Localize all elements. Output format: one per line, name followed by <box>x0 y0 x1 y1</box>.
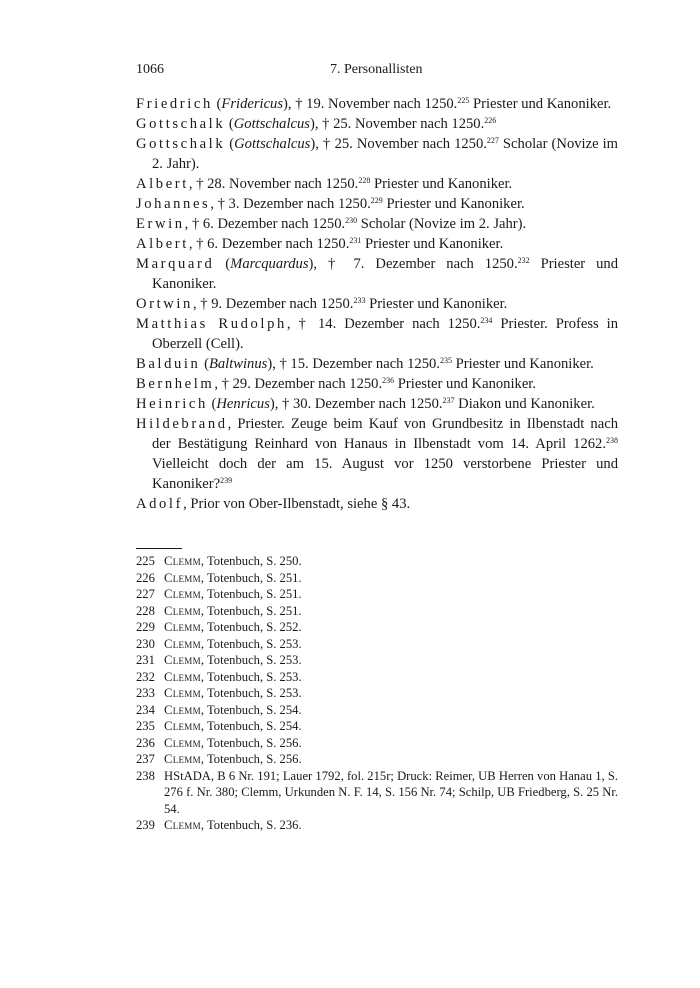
footnote <box>136 702 618 719</box>
person-entry <box>136 394 618 414</box>
paren-open: ( <box>225 136 235 152</box>
author-name: Clemm <box>164 603 201 618</box>
footnote <box>136 669 618 686</box>
footnote-ref: 231 <box>349 236 362 245</box>
citation: , Totenbuch, S. 254. <box>200 702 302 717</box>
person-entry <box>136 134 618 174</box>
footnote-text <box>164 718 618 735</box>
footnote-ref: 236 <box>382 376 395 385</box>
person-name: Erwin <box>136 216 185 232</box>
entry-tail: Priester und Kanoniker. <box>469 96 612 112</box>
footnote <box>136 685 618 702</box>
author-name: Clemm <box>164 669 201 684</box>
person-entry <box>136 354 618 374</box>
entry-text: ), † 19. November nach 1250. <box>283 96 458 112</box>
citation: , Totenbuch, S. 256. <box>200 735 302 750</box>
footnote-ref: 233 <box>353 296 366 305</box>
person-name: Gottschalk <box>136 136 226 152</box>
person-name: Albert <box>136 176 189 192</box>
author-name: Clemm <box>164 719 201 733</box>
footnote-number: 234 <box>136 702 155 717</box>
entry-list <box>136 94 618 514</box>
author-name: Clemm <box>164 554 201 568</box>
footnote <box>136 603 618 620</box>
entry-text: ), † 7. Dezember nach 1250. <box>308 256 518 272</box>
author-name: Clemm <box>164 686 201 700</box>
entry-tail: Scholar (Novize im 2. Jahr). <box>357 216 527 232</box>
author-name: Clemm <box>164 735 201 750</box>
footnote-ref: 225 <box>457 96 470 105</box>
footnote <box>136 768 618 818</box>
citation: , Totenbuch, S. 251. <box>200 570 302 585</box>
entry-tail: Priester. Profess in Oberzell (Cell). <box>152 316 618 352</box>
citation: , Totenbuch, S. 253. <box>200 686 302 700</box>
person-name: Friedrich <box>136 96 213 112</box>
entry-text: ), † 25. November nach 1250. <box>310 136 487 152</box>
footnote <box>136 652 618 669</box>
footnote-text <box>164 751 618 768</box>
footnote-ref: 227 <box>486 136 499 145</box>
author-name: Clemm <box>164 570 201 585</box>
latin-name: Henricus <box>216 396 270 412</box>
entry-tail: Priester und Kanoniker. <box>361 236 504 252</box>
citation: , Totenbuch, S. 251. <box>200 587 302 601</box>
entry-tail: Priester und Kanoniker. <box>152 256 618 292</box>
paren-open: ( <box>207 396 217 412</box>
citation: , Totenbuch, S. 256. <box>200 752 302 766</box>
author-name: Clemm <box>164 620 201 634</box>
entry-tail: Priester und Kanoniker. <box>394 376 536 392</box>
citation: , Totenbuch, S. 250. <box>200 554 302 568</box>
footnote-ref: 229 <box>370 196 383 205</box>
entry-tail: Vielleicht doch der am 15. August vor 1250 verstorbene Priester und Kanoniker? <box>152 456 618 492</box>
footnote-number: 239 <box>136 818 155 832</box>
entry-text: ), † 15. Dezember nach 1250. <box>267 356 440 372</box>
footnote <box>136 751 618 768</box>
person-entry <box>136 114 618 134</box>
paren-open: ( <box>212 96 222 112</box>
entry-text: , Prior von Ober-Ilbenstadt, siehe § 43. <box>183 496 411 512</box>
footnote-separator <box>136 548 182 549</box>
footnote-number: 229 <box>136 620 155 634</box>
entry-text: , † 14. Dezember nach 1250. <box>286 316 481 332</box>
person-entry <box>136 194 618 214</box>
author-name: Clemm <box>164 636 201 651</box>
footnote-text <box>164 603 618 620</box>
footnote-ref: 228 <box>358 176 371 185</box>
person-entry <box>136 294 618 314</box>
footnote <box>136 735 618 752</box>
footnote-number: 226 <box>136 570 155 585</box>
footnote-ref: 238 <box>606 436 618 445</box>
entry-tail: Priester und Kanoniker. <box>365 296 508 312</box>
person-name: Marquard <box>136 256 215 272</box>
person-entry <box>136 94 618 114</box>
citation: , Totenbuch, S. 251. <box>200 603 302 618</box>
person-name: Ortwin <box>136 296 193 312</box>
author-name: Clemm <box>164 818 201 832</box>
person-name: Albert <box>136 236 189 252</box>
author-name: Clemm <box>164 653 201 667</box>
citation: HStADA, B 6 Nr. 191; Lauer 1792, fol. 215r; Druck: Reimer, UB Herren von Hanau 1, S. 276 f. Nr. 380; Clemm, Urkunden N. F. 14, S. 156 Nr. 74; Schilp, UB Friedberg, S. 25 Nr. 54. <box>164 768 618 816</box>
person-name: Heinrich <box>136 396 208 412</box>
person-entry <box>136 374 618 394</box>
entry-tail: Diakon und Kanoniker. <box>454 396 595 412</box>
footnote-ref: 230 <box>345 216 358 225</box>
author-name: Clemm <box>164 702 201 717</box>
entry-tail: Scholar (Novize im 2. Jahr). <box>152 136 618 172</box>
latin-name: Fridericus <box>221 96 284 112</box>
chapter-title: 7. Personallisten <box>330 62 423 77</box>
latin-name: Gottschalcus <box>234 136 311 152</box>
citation: , Totenbuch, S. 236. <box>200 818 302 832</box>
footnote-text <box>164 586 618 603</box>
entry-text: , † 9. Dezember nach 1250. <box>192 296 354 312</box>
footnote-ref: 234 <box>480 316 493 325</box>
person-entry <box>136 414 618 494</box>
person-entry <box>136 494 618 514</box>
citation: , Totenbuch, S. 253. <box>200 669 302 684</box>
footnote-text <box>164 817 618 834</box>
footnote-text <box>164 735 618 752</box>
entry-text: , † 29. Dezember nach 1250. <box>214 376 383 392</box>
footnote-number: 232 <box>136 669 155 684</box>
person-entry <box>136 214 618 234</box>
footnote-text <box>164 702 618 719</box>
person-name: Adolf <box>136 496 184 512</box>
footnote-ref: 226 <box>484 116 497 125</box>
entry-tail: Priester und Kanoniker. <box>451 356 594 372</box>
footnote-text <box>164 669 618 686</box>
footnote-ref: 239 <box>220 476 233 485</box>
footnote <box>136 619 618 636</box>
author-name: Clemm <box>164 752 201 766</box>
footnote-ref: 237 <box>442 396 455 405</box>
footnote <box>136 636 618 653</box>
paren-open: ( <box>200 356 209 372</box>
latin-name: Baltwinus <box>208 356 268 372</box>
footnote-text <box>164 636 618 653</box>
footnote-number: 231 <box>136 653 155 667</box>
entry-text: ), † 25. November nach 1250. <box>309 116 485 132</box>
paren-open: ( <box>214 256 231 272</box>
entry-tail: Priester und Kanoniker. <box>370 176 513 192</box>
footnote-text <box>164 619 618 636</box>
footnote-text <box>164 768 618 818</box>
running-head <box>136 58 618 80</box>
citation: , Totenbuch, S. 254. <box>200 719 302 733</box>
entry-text: , Priester. Zeuge beim Kauf von Grundbesitz in Ilbenstadt nach der Bestätigung Reinhard von Hanaus in Ilbenstadt vom 14. April 1262. <box>152 416 618 452</box>
footnote-number: 236 <box>136 735 155 750</box>
footnote-ref: 232 <box>517 256 530 265</box>
footnote-number: 235 <box>136 719 155 733</box>
footnote <box>136 817 618 834</box>
footnote <box>136 586 618 603</box>
footnote-number: 227 <box>136 587 155 601</box>
footnote-number: 233 <box>136 686 155 700</box>
citation: , Totenbuch, S. 253. <box>200 653 302 667</box>
person-name: Matthias Rudolph <box>136 316 287 332</box>
footnote <box>136 570 618 587</box>
footnote-text <box>164 685 618 702</box>
footnote-ref: 235 <box>439 356 452 365</box>
entry-text: ), † 30. Dezember nach 1250. <box>269 396 443 412</box>
footnote <box>136 553 618 570</box>
entry-text: , † 28. November nach 1250. <box>188 176 359 192</box>
author-name: Clemm <box>164 587 201 601</box>
footnote <box>136 718 618 735</box>
entry-text: , † 3. Dezember nach 1250. <box>210 196 371 212</box>
person-entry <box>136 254 618 294</box>
person-name: Gottschalk <box>136 116 226 132</box>
person-entry <box>136 234 618 254</box>
person-entry <box>136 314 618 354</box>
citation: , Totenbuch, S. 252. <box>200 620 302 634</box>
entry-tail: Priester und Kanoniker. <box>382 196 525 212</box>
entry-text: , † 6. Dezember nach 1250. <box>188 236 350 252</box>
footnote-text <box>164 652 618 669</box>
footnote-number: 237 <box>136 752 155 766</box>
citation: , Totenbuch, S. 253. <box>200 636 302 651</box>
latin-name: Gottschalcus <box>233 116 310 132</box>
page-number: 1066 <box>136 62 164 77</box>
footnote-text <box>164 553 618 570</box>
footnote-number: 230 <box>136 636 155 651</box>
footnote-number: 225 <box>136 554 155 568</box>
person-name: Balduin <box>136 356 201 372</box>
paren-open: ( <box>225 116 234 132</box>
person-entry <box>136 174 618 194</box>
entry-text: , † 6. Dezember nach 1250. <box>184 216 346 232</box>
footnote-number: 238 <box>136 768 155 783</box>
person-name: Bernhelm <box>136 376 215 392</box>
footnote-number: 228 <box>136 603 155 618</box>
footnote-text <box>164 570 618 587</box>
page <box>136 58 618 834</box>
person-name: Johannes <box>136 196 211 212</box>
footnote-list <box>136 553 618 834</box>
person-name: Hildebrand <box>136 416 228 432</box>
latin-name: Marcquardus <box>230 256 309 272</box>
